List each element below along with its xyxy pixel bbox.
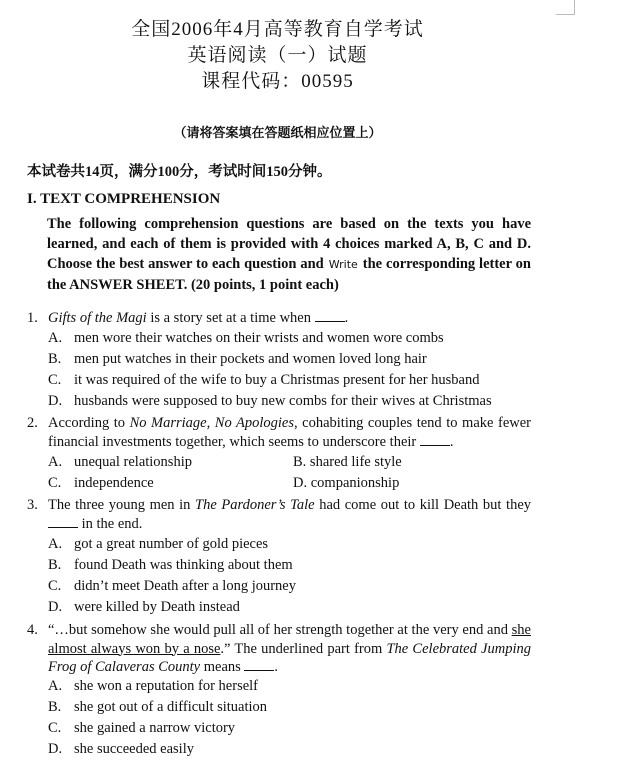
instructions-part1: The following comprehension questions are based on the texts you have learned, and each of them is provided with 4 choices marked A, B, C and D. Choose the best answer to each question and xyxy=(47,216,531,272)
option-letter: B. xyxy=(48,699,62,715)
option-text: she succeeded easily xyxy=(74,741,194,757)
question-quote: “…but somehow she would pull all of her strength together at the very end and xyxy=(48,622,512,638)
option-3c[interactable] xyxy=(48,578,296,595)
question-text: , cohabiting couples tend to make fewer financial investments together, which seems to underscore their xyxy=(48,415,531,450)
option-3d[interactable] xyxy=(48,599,240,616)
option-3a[interactable] xyxy=(48,536,268,553)
question-end: . xyxy=(344,310,349,326)
answer-blank xyxy=(48,515,78,528)
answer-sheet-note: （请将答案填在答题纸相应位置上） xyxy=(173,126,382,141)
option-text: husbands were supposed to buy new combs for their wives at Christmas xyxy=(74,393,492,409)
answer-blank xyxy=(315,309,345,322)
underlined-phrase: she almost always won by a nose xyxy=(48,622,531,657)
option-letter: D. xyxy=(48,393,63,409)
option-4b[interactable] xyxy=(48,699,267,716)
section-title: I. TEXT COMPREHENSION xyxy=(27,191,221,207)
option-letter: D. xyxy=(293,475,308,491)
question-end: . xyxy=(449,433,454,450)
option-1b[interactable] xyxy=(48,351,427,368)
option-3b[interactable] xyxy=(48,557,293,574)
option-letter: A. xyxy=(48,330,63,346)
question-text: means xyxy=(200,659,241,675)
question-number: 4. xyxy=(27,622,38,638)
question-2 xyxy=(27,414,531,451)
option-text: found Death was thinking about them xyxy=(74,557,293,573)
question-number: 3. xyxy=(27,497,38,513)
question-3 xyxy=(27,496,531,533)
option-4c[interactable] xyxy=(48,720,235,737)
option-2d[interactable] xyxy=(293,475,399,492)
option-4a[interactable] xyxy=(48,678,258,695)
question-text: .” The underlined part from xyxy=(220,640,387,657)
question-end: in the end. xyxy=(78,515,143,532)
question-text: is a story set at a time when xyxy=(146,310,311,326)
question-end: . xyxy=(274,659,279,675)
option-text: it was required of the wife to buy a Christmas present for her husband xyxy=(74,372,480,388)
option-text: men wore their watches on their wrists and women wore combs xyxy=(74,330,444,346)
option-letter: B. xyxy=(293,454,307,470)
work-title: Gifts of the Magi xyxy=(48,310,147,326)
instructions-part2: the corresponding letter on the ANSWER SHEET. (20 points, 1 point each) xyxy=(47,256,531,293)
option-text: she got out of a difficult situation xyxy=(74,699,268,715)
option-letter: A. xyxy=(48,454,63,470)
work-title: The Celebrated Jumping Frog of Calaveras County xyxy=(48,640,531,675)
question-text: According to xyxy=(48,415,130,431)
option-1d[interactable] xyxy=(48,393,492,410)
option-letter: C. xyxy=(48,475,62,491)
option-text: got a great number of gold pieces xyxy=(74,536,269,552)
option-letter: C. xyxy=(48,372,62,388)
question-1 xyxy=(27,309,531,328)
option-letter: B. xyxy=(48,351,62,367)
answer-blank xyxy=(244,658,274,671)
question-number: 1. xyxy=(27,310,38,326)
option-letter: C. xyxy=(48,578,62,594)
question-4 xyxy=(27,621,531,677)
option-text: men put watches in their pockets and women loved long hair xyxy=(74,351,427,367)
page-corner-mark xyxy=(556,0,575,15)
question-text: had come out to kill Death but they xyxy=(314,497,532,513)
option-letter: D. xyxy=(48,741,63,757)
option-text: unequal relationship xyxy=(74,454,192,470)
exam-title-line1: 全国2006年4月高等教育自学考试 xyxy=(131,19,424,40)
option-text: shared life style xyxy=(309,454,402,470)
course-code: 课程代码：00595 xyxy=(201,71,354,92)
option-text: didn’t meet Death after a long journey xyxy=(74,578,296,594)
option-1c[interactable] xyxy=(48,372,480,389)
option-letter: D. xyxy=(48,599,63,615)
work-title: The Pardoner’s Tale xyxy=(195,497,315,513)
section-instructions xyxy=(47,214,531,295)
option-4d[interactable] xyxy=(48,741,194,758)
exam-info: 本试卷共14页，满分100分，考试时间150分钟。 xyxy=(27,164,332,180)
option-text: companionship xyxy=(310,475,400,491)
work-title: No Marriage, No Apologies xyxy=(129,415,294,431)
answer-blank xyxy=(420,433,450,446)
option-letter: C. xyxy=(48,720,62,736)
option-2c[interactable] xyxy=(48,475,154,492)
option-text: independence xyxy=(74,475,154,491)
exam-title-line2: 英语阅读（一）试题 xyxy=(187,45,368,66)
option-text: she gained a narrow victory xyxy=(74,720,236,736)
option-letter: A. xyxy=(48,678,63,694)
option-text: were killed by Death instead xyxy=(74,599,240,615)
question-number: 2. xyxy=(27,415,38,431)
option-letter: B. xyxy=(48,557,62,573)
question-text: The three young men in xyxy=(48,497,196,513)
option-2a[interactable] xyxy=(48,454,192,471)
option-1a[interactable] xyxy=(48,330,444,347)
option-letter: A. xyxy=(48,536,63,552)
write-word: Write xyxy=(328,258,358,271)
option-2b[interactable] xyxy=(293,454,402,471)
option-text: she won a reputation for herself xyxy=(74,678,259,694)
